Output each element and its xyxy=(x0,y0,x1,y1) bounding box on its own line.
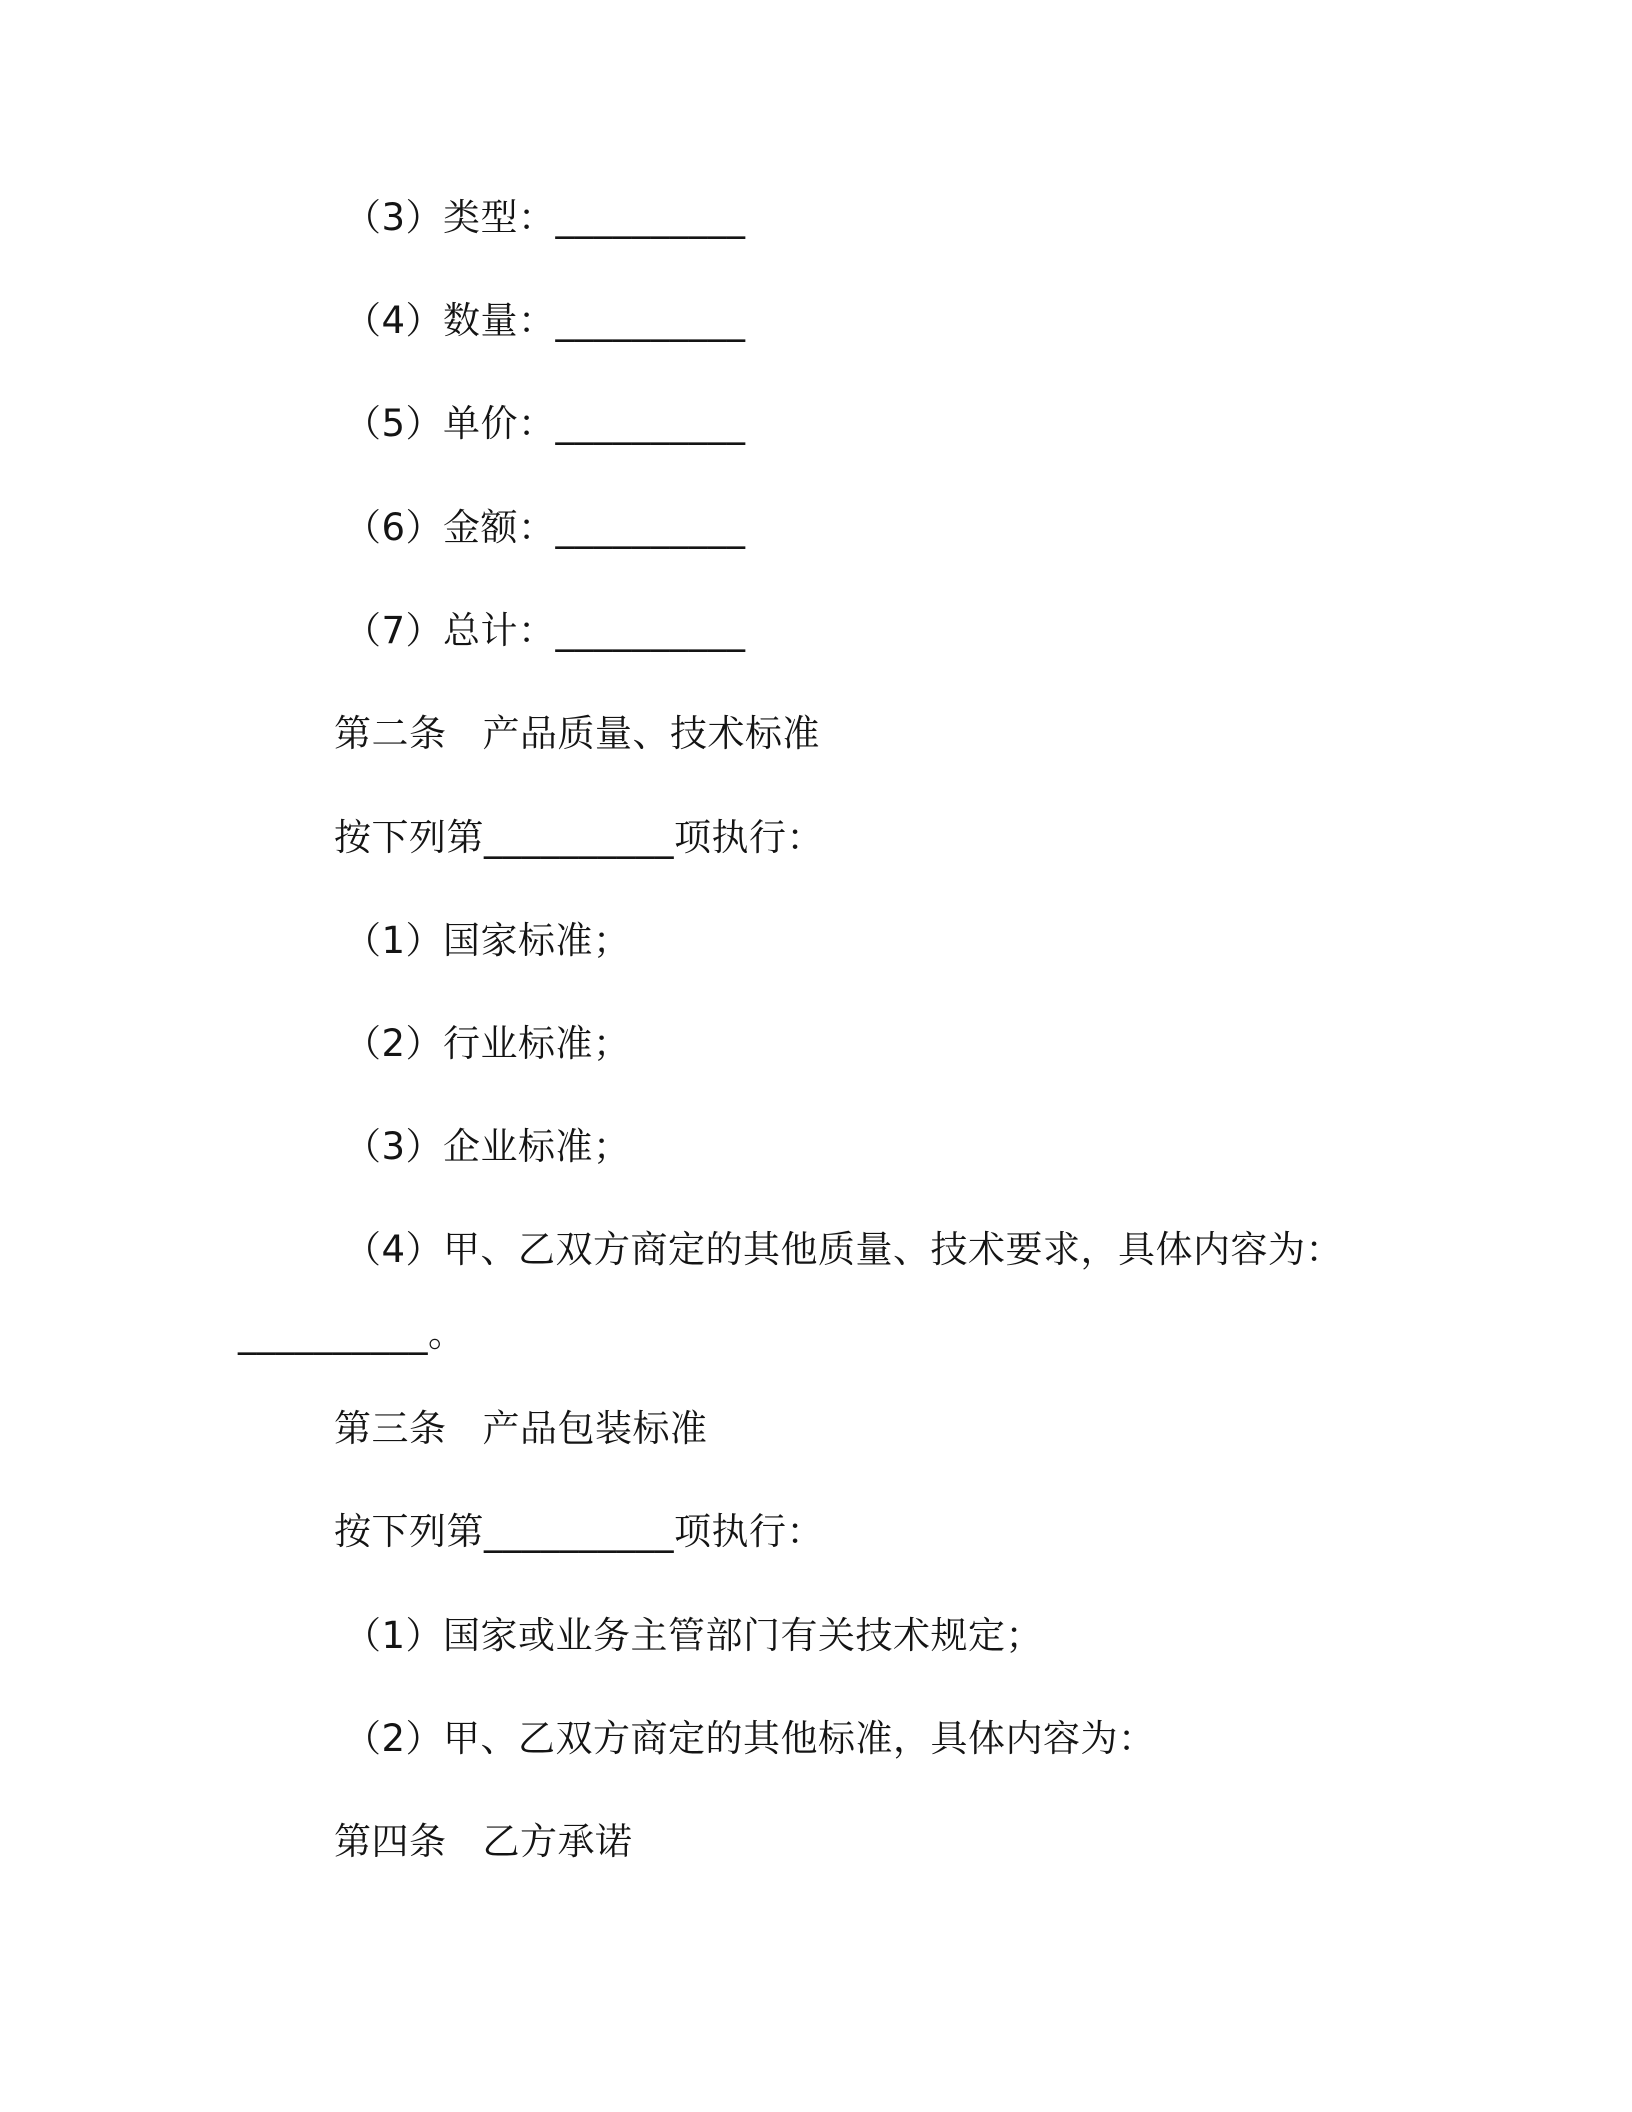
article-title: 乙方承诺 xyxy=(482,1820,633,1863)
item-unit-price-line: （5）单价：__________ xyxy=(344,402,746,445)
list-item: （2）行业标准； xyxy=(344,1022,631,1065)
list-item: （1）国家或业务主管部门有关技术规定； xyxy=(344,1614,1044,1657)
article-heading-3 xyxy=(334,1405,708,1453)
item-amount-line: （6）金额：__________ xyxy=(344,506,746,549)
list-item: （2）甲、乙双方商定的其他标准，具体内容为： xyxy=(344,1717,1156,1760)
article-heading-2 xyxy=(334,710,820,758)
list-item: （3）企业标准； xyxy=(344,1125,631,1168)
item-quantity-line: （4）数量：__________ xyxy=(344,299,746,342)
execution-clause: 按下列第__________项执行： xyxy=(334,1510,824,1553)
article-number: 第二条 xyxy=(334,712,447,755)
article-title: 产品质量、技术标准 xyxy=(482,712,820,755)
item-total-line: （7）总计：__________ xyxy=(344,609,746,652)
continuation-line: __________。 xyxy=(238,1312,466,1355)
article-heading-4 xyxy=(334,1818,633,1866)
list-item: （4）甲、乙双方商定的其他质量、技术要求，具体内容为： xyxy=(344,1228,1344,1271)
article-title: 产品包装标准 xyxy=(482,1407,708,1450)
article-number: 第四条 xyxy=(334,1820,447,1863)
item-type-line: （3）类型：__________ xyxy=(344,196,746,239)
list-item: （1）国家标准； xyxy=(344,919,631,962)
execution-clause: 按下列第__________项执行： xyxy=(334,816,824,859)
article-number: 第三条 xyxy=(334,1407,447,1450)
